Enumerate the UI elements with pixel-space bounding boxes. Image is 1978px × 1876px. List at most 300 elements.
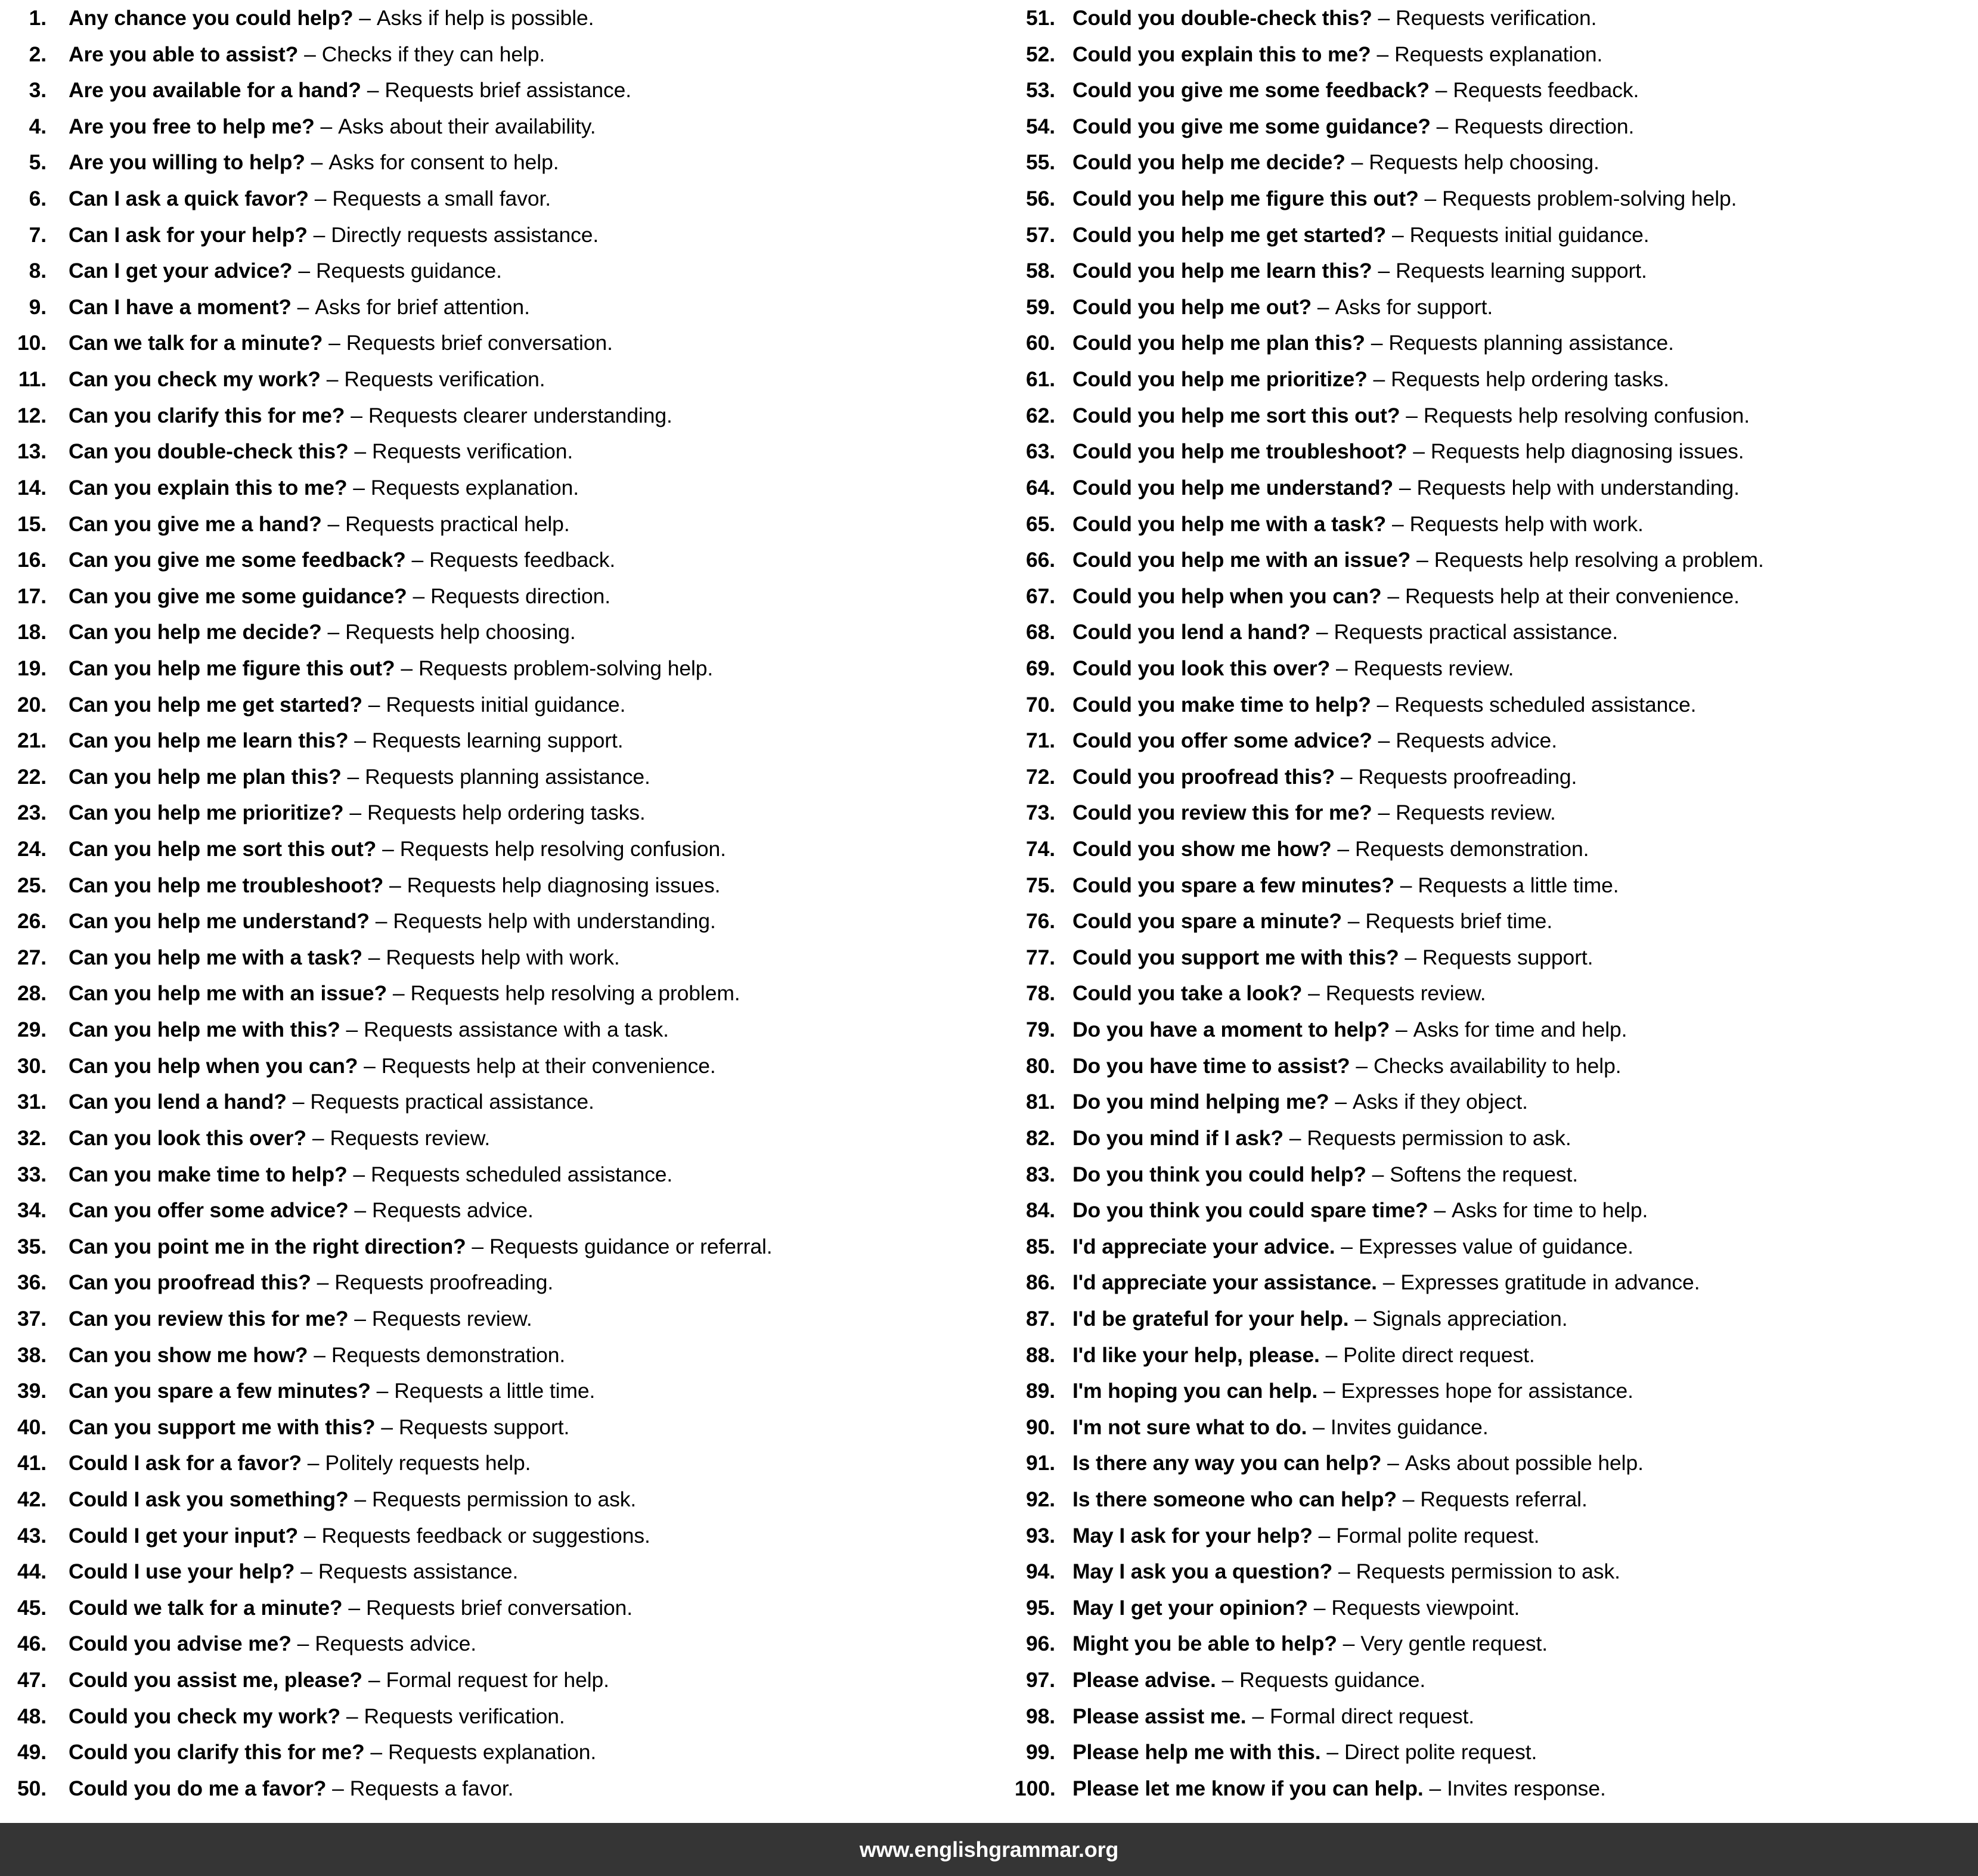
list-item-number: 86. xyxy=(1025,1270,1055,1295)
list-item-number: 2. xyxy=(29,42,46,66)
list-item-separator: – xyxy=(342,1595,366,1620)
list-item-separator: – xyxy=(362,945,386,969)
list-item-number: 21. xyxy=(17,728,46,753)
list-item-number: 81. xyxy=(1025,1090,1055,1114)
list-item xyxy=(1015,1553,1978,1590)
list-item-separator: – xyxy=(407,584,431,608)
list-item-phrase: I'd appreciate your advice. xyxy=(1072,1234,1335,1258)
list-item-body xyxy=(69,361,1002,398)
list-item-phrase: I'd like your help, please. xyxy=(1072,1342,1320,1367)
list-item xyxy=(1015,759,1978,795)
list-item xyxy=(11,1012,1002,1048)
list-item-phrase: Could you help me out? xyxy=(1072,294,1312,319)
list-item-separator: – xyxy=(1428,1198,1452,1223)
list-item-description: Requests a small favor. xyxy=(332,187,551,211)
list-item-number: 23. xyxy=(17,801,46,825)
list-item xyxy=(11,0,1002,36)
list-item xyxy=(11,903,1002,939)
list-item-body xyxy=(1072,289,1978,325)
list-item-phrase: Can you give me some guidance? xyxy=(69,584,407,608)
list-item-description: Requests help resolving confusion. xyxy=(1423,403,1750,427)
list-item-body xyxy=(1072,108,1978,145)
list-item-phrase: Can you look this over? xyxy=(69,1125,306,1150)
list-item-number: 5. xyxy=(29,150,46,175)
list-item-separator: – xyxy=(362,692,386,717)
list-item-body xyxy=(69,1518,1002,1554)
list-item-body xyxy=(69,0,1002,36)
list-item-number: 34. xyxy=(17,1198,46,1223)
list-item-phrase: Please help me with this. xyxy=(1072,1740,1321,1765)
list-item-number: 68. xyxy=(1025,620,1055,644)
list-item-number: 22. xyxy=(17,764,46,789)
list-item-number: 59. xyxy=(1025,294,1055,319)
list-item-separator: – xyxy=(358,1053,382,1078)
list-item-body xyxy=(69,1229,1002,1265)
list-item-separator: – xyxy=(1348,1306,1372,1331)
list-item-phrase: Can I have a moment? xyxy=(69,294,292,319)
list-item-phrase: Can you help me get started? xyxy=(69,692,362,717)
list-item-description: Requests proofreading. xyxy=(334,1270,554,1295)
list-item xyxy=(1015,470,1978,506)
list-item-number: 38. xyxy=(17,1342,46,1367)
list-item xyxy=(11,614,1002,650)
list-item-body xyxy=(1072,1012,1978,1048)
list-item-number: 92. xyxy=(1025,1487,1055,1511)
list-item-description: Requests help ordering tasks. xyxy=(367,801,646,825)
list-item-body xyxy=(69,1373,1002,1409)
list-item-body xyxy=(69,1626,1002,1662)
list-item xyxy=(1015,1409,1978,1446)
list-item-description: Requests direction. xyxy=(430,584,611,608)
list-item-separator: – xyxy=(1410,548,1434,572)
footer-website-url[interactable]: www.englishgrammar.org xyxy=(859,1837,1119,1862)
list-item-number: 79. xyxy=(1025,1018,1055,1042)
list-item-separator: – xyxy=(1312,1523,1337,1548)
list-item-phrase: Can you give me some feedback? xyxy=(69,548,406,572)
list-item-description: Requests scheduled assistance. xyxy=(371,1162,673,1186)
list-item xyxy=(11,1626,1002,1662)
right-column xyxy=(1002,0,1978,1806)
list-item-phrase: Could you spare a few minutes? xyxy=(1072,873,1394,897)
list-item-phrase: Can you help me learn this? xyxy=(69,728,349,753)
list-item-description: Asks for brief attention. xyxy=(315,294,530,319)
list-item-phrase: Can you help me prioritize? xyxy=(69,801,344,825)
list-item-phrase: Can you support me with this? xyxy=(69,1415,376,1439)
list-item-separator: – xyxy=(1407,439,1431,464)
list-item-separator: – xyxy=(387,981,411,1006)
list-item-description: Invites guidance. xyxy=(1330,1415,1489,1439)
list-item-description: Requests help with understanding. xyxy=(393,909,716,934)
list-item-phrase: Might you be able to help? xyxy=(1072,1632,1337,1656)
list-item xyxy=(1015,867,1978,904)
list-item-number: 31. xyxy=(17,1090,46,1114)
list-item-body xyxy=(69,144,1002,181)
list-item xyxy=(1015,181,1978,217)
list-item-number: 75. xyxy=(1025,873,1055,897)
list-item-number: 12. xyxy=(17,403,46,427)
list-item xyxy=(1015,1445,1978,1481)
list-item-description: Requests brief conversation. xyxy=(365,1595,633,1620)
list-item-number: 8. xyxy=(29,259,46,283)
list-item-body xyxy=(69,614,1002,650)
list-item-description: Requests help with understanding. xyxy=(1416,475,1740,500)
list-item xyxy=(1015,1012,1978,1048)
list-item-separator: – xyxy=(1390,1018,1413,1042)
list-item-body xyxy=(1072,975,1978,1012)
list-item-separator: – xyxy=(320,367,345,392)
list-item-body xyxy=(1072,506,1978,542)
list-item-separator: – xyxy=(1337,1632,1361,1656)
list-item xyxy=(1015,108,1978,145)
list-item-description: Requests direction. xyxy=(1454,114,1635,138)
list-item-description: Requests viewpoint. xyxy=(1331,1595,1520,1620)
list-item-body xyxy=(69,1409,1002,1446)
list-item-separator: – xyxy=(308,1342,331,1367)
list-item xyxy=(1015,723,1978,759)
list-item-separator: – xyxy=(1365,331,1389,355)
list-item-separator: – xyxy=(362,1668,386,1692)
list-item-description: Requests assistance. xyxy=(318,1559,519,1584)
list-item-body xyxy=(1072,542,1978,578)
list-item xyxy=(11,759,1002,795)
list-item-phrase: Could you make time to help? xyxy=(1072,692,1371,717)
list-item-phrase: Are you able to assist? xyxy=(69,42,299,66)
list-item-separator: – xyxy=(340,1704,364,1728)
list-item-number: 44. xyxy=(17,1559,46,1584)
list-item-body xyxy=(69,1734,1002,1770)
list-item-phrase: Can you help me with this? xyxy=(69,1018,340,1042)
list-item-phrase: Please assist me. xyxy=(1072,1704,1247,1728)
list-item-number: 67. xyxy=(1025,584,1055,608)
list-item-description: Requests assistance with a task. xyxy=(364,1018,669,1042)
list-item-description: Requests feedback or suggestions. xyxy=(321,1523,650,1548)
list-item-number: 55. xyxy=(1025,150,1055,175)
list-item-body xyxy=(1072,578,1978,615)
list-item-body xyxy=(1072,723,1978,759)
list-item-phrase: Can you help when you can? xyxy=(69,1053,358,1078)
list-item xyxy=(1015,1084,1978,1120)
list-item-description: Requests brief assistance. xyxy=(385,78,632,103)
list-item xyxy=(1015,1373,1978,1409)
list-item-body xyxy=(69,903,1002,939)
list-item xyxy=(11,1481,1002,1518)
list-item-description: Requests support. xyxy=(1422,945,1593,969)
list-item-phrase: Are you free to help me? xyxy=(69,114,315,138)
list-item-description: Politely requests help. xyxy=(325,1451,531,1475)
list-item-phrase: Can you clarify this for me? xyxy=(69,403,345,427)
list-item-number: 77. xyxy=(1025,945,1055,969)
list-item-separator: – xyxy=(340,1018,364,1042)
list-item-body xyxy=(69,542,1002,578)
list-item-separator: – xyxy=(1376,1270,1401,1295)
list-item-description: Requests support. xyxy=(398,1415,570,1439)
list-item-phrase: Could you double-check this? xyxy=(1072,6,1372,30)
list-item-number: 15. xyxy=(17,511,46,536)
list-item-phrase: Can you help me figure this out? xyxy=(69,656,395,680)
list-item-description: Requests explanation. xyxy=(370,475,579,500)
list-item-description: Very gentle request. xyxy=(1360,1632,1548,1656)
list-item-phrase: Could you help me with an issue? xyxy=(1072,548,1411,572)
list-item-number: 6. xyxy=(29,187,46,211)
list-item-phrase: Can you proofread this? xyxy=(69,1270,311,1295)
list-item-number: 93. xyxy=(1025,1523,1055,1548)
list-item xyxy=(11,1662,1002,1698)
list-item-number: 66. xyxy=(1025,548,1055,572)
list-item xyxy=(11,398,1002,434)
list-item-body xyxy=(1072,1301,1978,1337)
list-item xyxy=(11,181,1002,217)
list-item-description: Requests guidance. xyxy=(1239,1668,1426,1692)
list-item xyxy=(11,1553,1002,1590)
list-item-number: 58. xyxy=(1025,259,1055,283)
list-item-body xyxy=(1072,1120,1978,1156)
list-item-separator: – xyxy=(321,620,346,644)
list-item xyxy=(1015,1734,1978,1770)
list-item-phrase: Can I ask for your help? xyxy=(69,222,308,247)
list-item-description: Requests clearer understanding. xyxy=(368,403,672,427)
list-item xyxy=(1015,1229,1978,1265)
list-item-description: Requests learning support. xyxy=(371,728,624,753)
list-item-description: Requests help diagnosing issues. xyxy=(407,873,721,897)
list-item-body xyxy=(1072,1481,1978,1518)
list-item-description: Requests verification. xyxy=(371,439,573,464)
list-item-description: Directly requests assistance. xyxy=(331,222,599,247)
list-item-number: 10. xyxy=(17,331,46,355)
list-item-separator: – xyxy=(347,475,371,500)
list-item xyxy=(11,975,1002,1012)
list-item xyxy=(1015,144,1978,181)
list-item-body xyxy=(1072,1662,1978,1698)
list-item-description: Requests explanation. xyxy=(388,1740,597,1765)
list-item-number: 65. xyxy=(1025,511,1055,536)
list-item-body xyxy=(1072,1409,1978,1446)
list-item-separator: – xyxy=(1367,367,1391,392)
list-item-phrase: Please advise. xyxy=(1072,1668,1216,1692)
list-item-separator: – xyxy=(1319,1342,1344,1367)
list-item-separator: – xyxy=(1307,1415,1331,1439)
list-item xyxy=(11,1229,1002,1265)
list-item-number: 85. xyxy=(1025,1234,1055,1258)
list-item xyxy=(11,578,1002,615)
list-item xyxy=(1015,398,1978,434)
list-item xyxy=(1015,1662,1978,1698)
list-item-separator: – xyxy=(1386,511,1410,536)
list-item-body xyxy=(1072,144,1978,181)
list-item-separator: – xyxy=(348,1487,372,1511)
list-item-separator: – xyxy=(405,548,430,572)
list-item-number: 4. xyxy=(29,114,46,138)
list-item-number: 69. xyxy=(1025,656,1055,680)
list-item-separator: – xyxy=(1386,222,1410,247)
list-item xyxy=(1015,217,1978,253)
list-item xyxy=(1015,433,1978,470)
list-item-body xyxy=(1072,1048,1978,1084)
list-item-separator: – xyxy=(1371,42,1395,66)
list-item-body xyxy=(69,1698,1002,1735)
list-item-description: Formal direct request. xyxy=(1270,1704,1475,1728)
list-item-phrase: Do you think you could spare time? xyxy=(1072,1198,1428,1223)
list-item-description: Requests planning assistance. xyxy=(1388,331,1674,355)
list-item xyxy=(11,1518,1002,1554)
list-item-number: 25. xyxy=(17,873,46,897)
list-item-body xyxy=(69,1156,1002,1193)
list-item xyxy=(11,939,1002,976)
list-item xyxy=(1015,1156,1978,1193)
list-item xyxy=(11,1373,1002,1409)
list-item xyxy=(11,795,1002,831)
list-item-separator: – xyxy=(1381,1451,1405,1475)
list-item-body xyxy=(69,1264,1002,1301)
list-item-body xyxy=(1072,903,1978,939)
list-item-number: 32. xyxy=(17,1125,46,1150)
list-item-phrase: Could I get your input? xyxy=(69,1523,299,1548)
list-item-body xyxy=(69,1048,1002,1084)
list-item-phrase: Could you assist me, please? xyxy=(69,1668,362,1692)
list-item-body xyxy=(1072,1518,1978,1554)
list-item-body xyxy=(69,975,1002,1012)
list-item-description: Requests initial guidance. xyxy=(386,692,626,717)
list-item-description: Requests help resolving a problem. xyxy=(410,981,740,1006)
list-item-description: Requests demonstration. xyxy=(331,1342,566,1367)
list-item-separator: – xyxy=(1335,1234,1359,1258)
list-item xyxy=(1015,650,1978,687)
list-item-separator: – xyxy=(1332,1559,1356,1584)
list-item-description: Requests problem-solving help. xyxy=(1442,187,1737,211)
list-item xyxy=(1015,1590,1978,1626)
list-item-description: Expresses gratitude in advance. xyxy=(1400,1270,1700,1295)
list-item-phrase: Any chance you could help? xyxy=(69,6,354,30)
list-item-phrase: Could you explain this to me? xyxy=(1072,42,1371,66)
list-item xyxy=(1015,1337,1978,1373)
list-item-phrase: Is there any way you can help? xyxy=(1072,1451,1382,1475)
list-item-number: 16. xyxy=(17,548,46,572)
list-item-separator: – xyxy=(466,1234,490,1258)
list-item-separator: – xyxy=(286,1090,311,1114)
list-item-body xyxy=(1072,433,1978,470)
list-item-number: 33. xyxy=(17,1162,46,1186)
list-item-description: Asks if they object. xyxy=(1352,1090,1528,1114)
list-item-description: Requests verification. xyxy=(1396,6,1597,30)
list-item-separator: – xyxy=(1394,873,1418,897)
list-item-number: 100. xyxy=(1015,1776,1056,1800)
list-item-description: Requests practical help. xyxy=(345,511,570,536)
list-item-body xyxy=(69,325,1002,361)
list-item-description: Requests a little time. xyxy=(394,1379,596,1403)
list-item-number: 11. xyxy=(18,367,46,392)
list-item-description: Requests verification. xyxy=(344,367,545,392)
list-item xyxy=(1015,1048,1978,1084)
list-item xyxy=(1015,795,1978,831)
list-item xyxy=(11,650,1002,687)
list-item-body xyxy=(1072,398,1978,434)
list-item-separator: – xyxy=(375,1415,399,1439)
list-item xyxy=(1015,614,1978,650)
list-item-body xyxy=(69,1337,1002,1373)
list-item xyxy=(1015,542,1978,578)
list-item-description: Checks if they can help. xyxy=(321,42,545,66)
list-item-phrase: Do you have time to assist? xyxy=(1072,1053,1350,1078)
list-item-number: 57. xyxy=(1025,222,1055,247)
list-item-phrase: Can we talk for a minute? xyxy=(69,331,323,355)
list-item-phrase: Could I ask for a favor? xyxy=(69,1451,302,1475)
list-item-description: Asks for time to help. xyxy=(1451,1198,1648,1223)
list-item-number: 96. xyxy=(1025,1632,1055,1656)
list-item-separator: – xyxy=(306,1125,330,1150)
list-item-description: Invites response. xyxy=(1447,1776,1606,1800)
list-item-description: Requests learning support. xyxy=(1396,259,1647,283)
list-item-phrase: Could you give me some guidance? xyxy=(1072,114,1431,138)
list-item-description: Requests help diagnosing issues. xyxy=(1430,439,1744,464)
list-item-number: 94. xyxy=(1025,1559,1055,1584)
list-item-phrase: Are you willing to help? xyxy=(69,150,305,175)
list-item-phrase: May I ask for your help? xyxy=(1072,1523,1313,1548)
list-item xyxy=(11,470,1002,506)
list-item xyxy=(11,325,1002,361)
list-item xyxy=(11,1734,1002,1770)
list-item-body xyxy=(69,181,1002,217)
list-item-body xyxy=(1072,1626,1978,1662)
list-item-description: Requests scheduled assistance. xyxy=(1394,692,1697,717)
list-item-description: Requests initial guidance. xyxy=(1409,222,1650,247)
list-item-phrase: Could we talk for a minute? xyxy=(69,1595,343,1620)
list-item-body xyxy=(69,795,1002,831)
list-item-body xyxy=(69,1590,1002,1626)
list-item-description: Asks if help is possible. xyxy=(376,6,594,30)
list-item-description: Requests guidance or referral. xyxy=(489,1234,773,1258)
list-item-separator: – xyxy=(1350,1053,1374,1078)
list-item-separator: – xyxy=(341,764,365,789)
list-item xyxy=(11,506,1002,542)
list-item-separator: – xyxy=(347,1162,371,1186)
list-item-description: Requests review. xyxy=(1396,801,1556,825)
list-item-separator: – xyxy=(343,801,367,825)
list-item-number: 80. xyxy=(1025,1053,1055,1078)
list-item-separator: – xyxy=(314,114,339,138)
list-item-separator: – xyxy=(1307,1595,1332,1620)
list-item-description: Requests explanation. xyxy=(1394,42,1603,66)
list-item-description: Expresses value of guidance. xyxy=(1358,1234,1633,1258)
list-item-separator: – xyxy=(305,150,329,175)
list-item-description: Requests proofreading. xyxy=(1358,764,1577,789)
list-item-description: Requests a little time. xyxy=(1418,873,1619,897)
list-item xyxy=(11,723,1002,759)
list-item-description: Requests practical assistance. xyxy=(1334,620,1618,644)
list-item-body xyxy=(1072,0,1978,36)
list-item-separator: – xyxy=(1400,403,1424,427)
list-item-separator: – xyxy=(1396,1487,1421,1511)
list-item-separator: – xyxy=(1341,909,1366,934)
list-item xyxy=(11,144,1002,181)
list-item-phrase: Could you help me troubleshoot? xyxy=(1072,439,1407,464)
list-item-number: 56. xyxy=(1025,187,1055,211)
list-item-phrase: May I ask you a question? xyxy=(1072,1559,1333,1584)
list-item-body xyxy=(1072,687,1978,723)
list-item-separator: – xyxy=(326,1776,350,1800)
list-item-separator: – xyxy=(364,1740,388,1765)
list-item-phrase: Do you mind helping me? xyxy=(1072,1090,1329,1114)
list-item xyxy=(11,36,1002,73)
list-item-separator: – xyxy=(307,222,331,247)
list-item-separator: – xyxy=(1334,764,1359,789)
list-item-body xyxy=(1072,1770,1978,1807)
list-item xyxy=(1015,831,1978,867)
list-item-body xyxy=(1072,867,1978,904)
list-item-body xyxy=(1072,1264,1978,1301)
list-item-number: 29. xyxy=(17,1018,46,1042)
list-item-phrase: Could you help me with a task? xyxy=(1072,511,1387,536)
list-item-phrase: Do you think you could help? xyxy=(1072,1162,1366,1186)
list-item-number: 18. xyxy=(17,620,46,644)
